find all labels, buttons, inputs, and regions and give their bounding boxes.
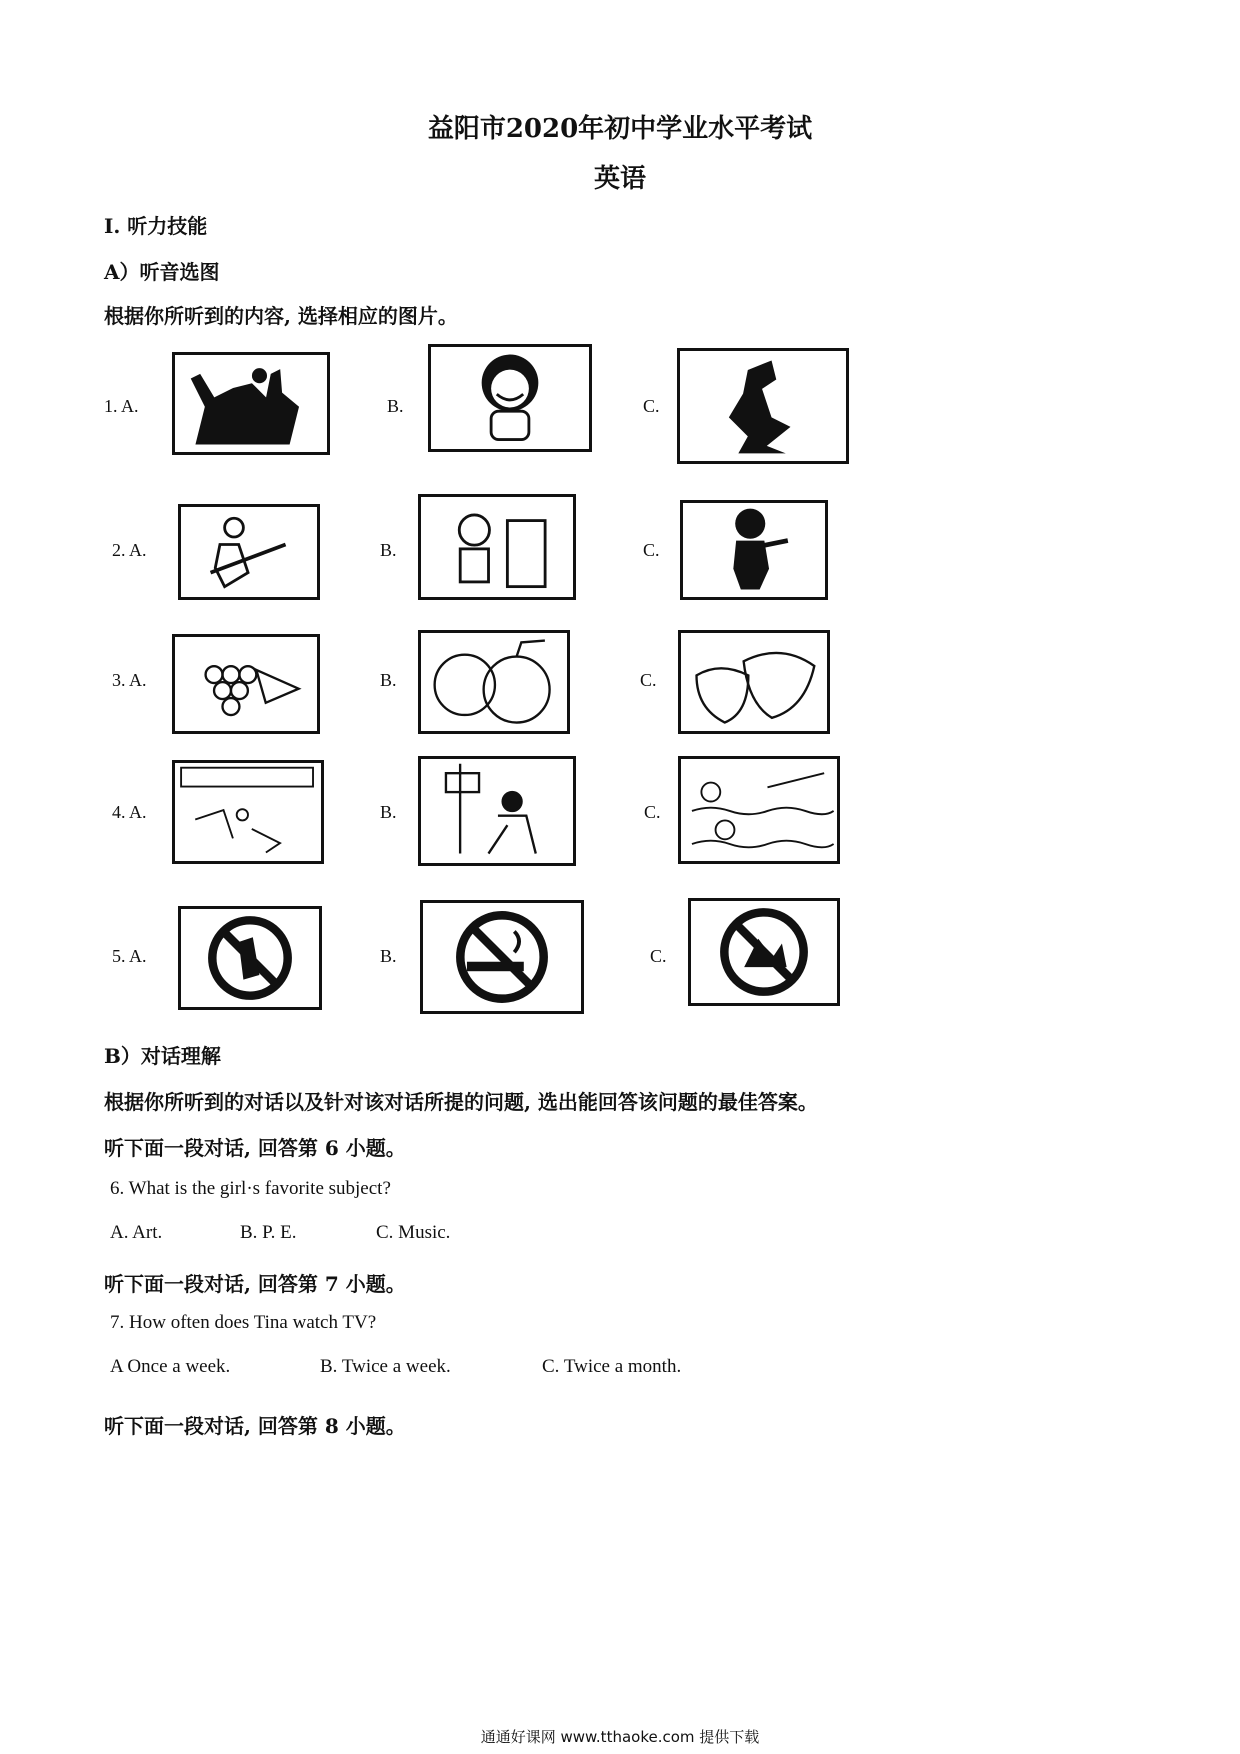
q2-image-c xyxy=(680,500,828,600)
q5-label-c: C. xyxy=(650,946,667,966)
q7-question: 7. How often does Tina watch TV? xyxy=(110,1312,377,1333)
q4-image-a xyxy=(172,760,324,864)
q7-prompt: 听下面一段对话, 回答第 7 小题。 xyxy=(104,1272,406,1296)
q5-image-b xyxy=(420,900,584,1014)
q1-label-c: C. xyxy=(643,396,660,416)
q4-label-a: 4. A. xyxy=(112,802,147,822)
q7-option-c: C. Twice a month. xyxy=(542,1356,682,1377)
q3-label-c: C. xyxy=(640,670,657,690)
q6-question: 6. What is the girl·s favorite subject? xyxy=(110,1178,391,1199)
q2-image-a xyxy=(178,504,320,600)
part-b-heading: B）对话理解 xyxy=(104,1044,221,1068)
q3-image-c xyxy=(678,630,830,734)
q1-image-b xyxy=(428,344,592,452)
q6-prompt: 听下面一段对话, 回答第 6 小题。 xyxy=(104,1136,406,1160)
q1-label-b: B. xyxy=(387,396,404,416)
part-a-heading: A）听音选图 xyxy=(104,260,220,284)
subject-title: 英语 xyxy=(593,164,646,194)
q6-option-b: B. P. E. xyxy=(240,1222,297,1243)
q6-option-c: C. Music. xyxy=(376,1222,451,1243)
q2-label-a: 2. A. xyxy=(112,540,147,560)
q1-image-a xyxy=(172,352,330,455)
q3-label-b: B. xyxy=(380,670,397,690)
q3-image-b xyxy=(418,630,570,734)
q4-label-b: B. xyxy=(380,802,397,822)
part-b-instruction: 根据你所听到的对话以及针对该对话所提的问题, 选出能回答该问题的最佳答案。 xyxy=(104,1090,818,1114)
q2-image-b xyxy=(418,494,576,600)
q8-prompt: 听下面一段对话, 回答第 8 小题。 xyxy=(104,1414,406,1438)
part-a-instruction: 根据你所听到的内容, 选择相应的图片。 xyxy=(104,304,458,328)
q2-label-b: B. xyxy=(380,540,397,560)
q4-image-c xyxy=(678,756,840,864)
q6-option-a: A. Art. xyxy=(110,1222,163,1243)
q7-option-b: B. Twice a week. xyxy=(320,1356,451,1377)
q4-image-b xyxy=(418,756,576,866)
q1-label-a: 1. A. xyxy=(104,396,139,416)
q3-image-a xyxy=(172,634,320,734)
q5-label-b: B. xyxy=(380,946,397,966)
q5-image-c xyxy=(688,898,840,1006)
q5-image-a xyxy=(178,906,322,1010)
section-heading: Ⅰ. 听力技能 xyxy=(104,214,208,238)
page-footer: 通通好课网 www.tthaoke.com 提供下载 xyxy=(480,1728,760,1746)
q1-image-c xyxy=(677,348,849,464)
q7-option-a: A Once a week. xyxy=(110,1356,231,1377)
q2-label-c: C. xyxy=(643,540,660,560)
q3-label-a: 3. A. xyxy=(112,670,147,690)
q5-label-a: 5. A. xyxy=(112,946,147,966)
exam-title: 益阳市2020年初中学业水平考试 xyxy=(427,114,813,144)
q4-label-c: C. xyxy=(644,802,661,822)
